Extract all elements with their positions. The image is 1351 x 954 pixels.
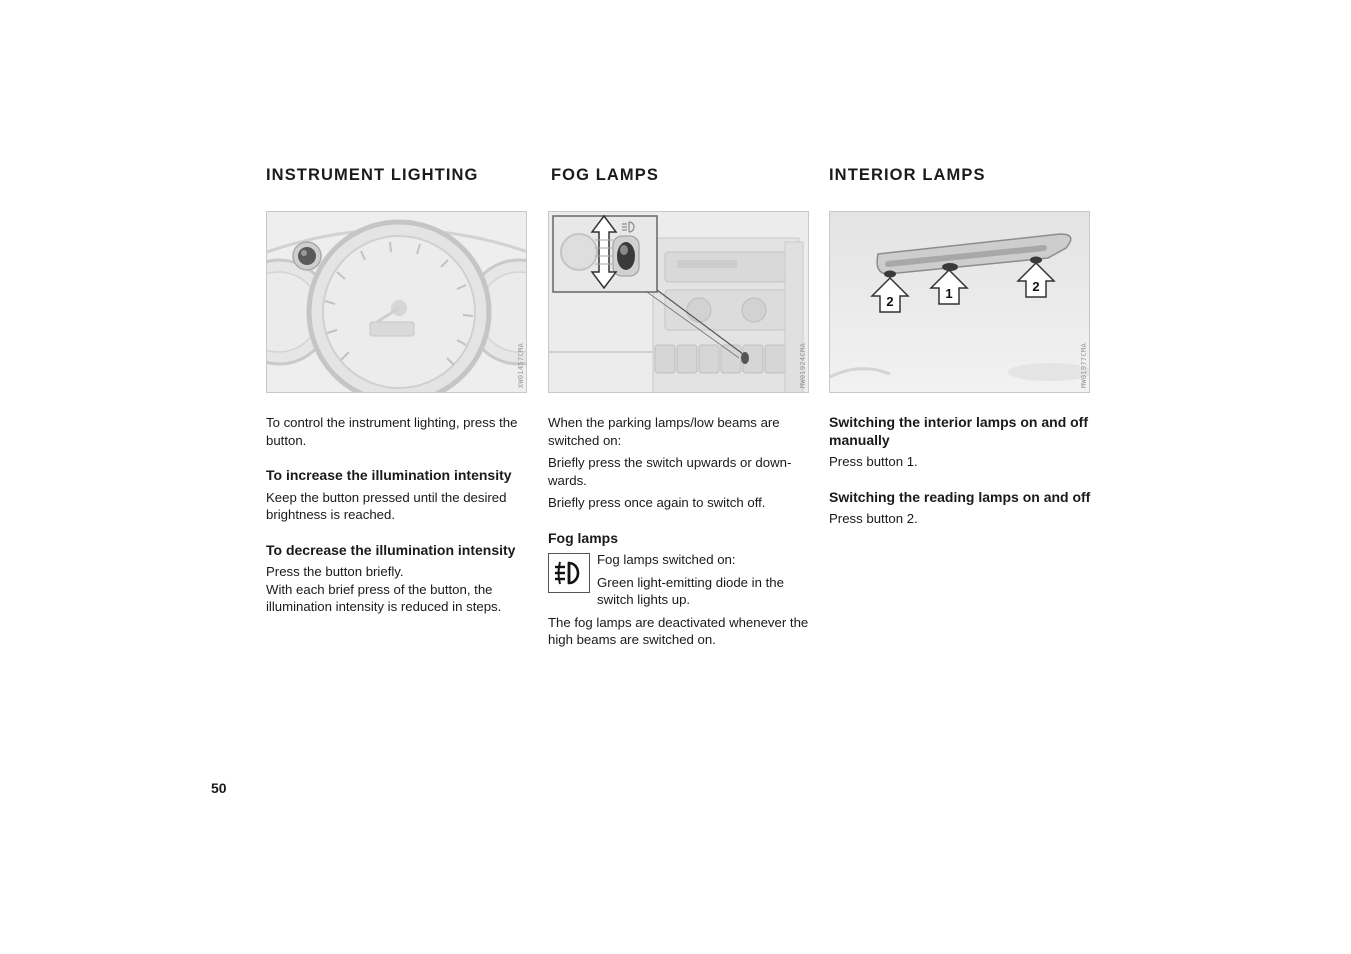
image-code: MW01977CMA: [1080, 342, 1088, 388]
increase-text: Keep the button pressed until the desired brightness is reached.: [266, 489, 507, 522]
fog-switch-illustration: [548, 211, 809, 393]
callout-label: 2: [1032, 279, 1040, 294]
section-title: INTERIOR LAMPS: [829, 166, 986, 184]
fog-lamp-icon: [548, 553, 590, 593]
interior-lamps-section: [829, 164, 1097, 526]
decrease-heading: To decrease the illumination intensity: [266, 541, 516, 558]
section-title: FOG LAMPS: [551, 166, 659, 184]
intro-text: To control the instrument lighting, press the button.: [266, 415, 518, 448]
page-number: 50: [211, 780, 227, 796]
manual-text: Press button 1.: [829, 454, 918, 469]
callout-label: 2: [886, 294, 894, 309]
interior-lamp-illustration: [829, 211, 1090, 393]
decrease-text-2: With each brief press of the button, the illumination intensity is reduced in steps.: [266, 581, 502, 614]
manual-heading: Switching the interior lamps on and off manually: [829, 414, 1089, 448]
image-code: MW01924CMA: [799, 342, 807, 388]
instrument-cluster-illustration: [266, 211, 527, 393]
on-text: Fog lamps switched on:: [597, 552, 736, 567]
press-text: Briefly press the switch upwards or down-wards.: [548, 455, 792, 488]
intro-text: When the parking lamps/low beams are switched on:: [548, 415, 780, 448]
fog-icon-text: [597, 551, 816, 614]
instrument-text: [266, 414, 534, 621]
interior-text: [829, 414, 1097, 533]
fog-lamps-heading: Fog lamps: [548, 529, 619, 546]
section-title: INSTRUMENT LIGHTING: [266, 166, 479, 184]
fog-text: [548, 414, 816, 654]
image-code: XW01457CMA: [517, 342, 525, 388]
reading-heading: Switching the reading lamps on and off: [829, 488, 1091, 505]
increase-heading: To increase the illumination intensity: [266, 467, 512, 483]
deactivated-text: The fog lamps are deactivated whenever the high beams are switched on.: [548, 614, 809, 647]
off-text: Briefly press once again to switch off.: [548, 495, 766, 510]
instrument-lighting-section: [266, 164, 534, 614]
fog-icon-row: [548, 551, 816, 614]
reading-text: Press button 2.: [829, 511, 918, 526]
decrease-text-1: Press the button briefly.: [266, 564, 404, 579]
fog-lamps-section: [548, 164, 816, 647]
diode-text: Green light-emitting diode in the switch lights up.: [597, 574, 784, 607]
callout-label: 1: [945, 286, 953, 301]
